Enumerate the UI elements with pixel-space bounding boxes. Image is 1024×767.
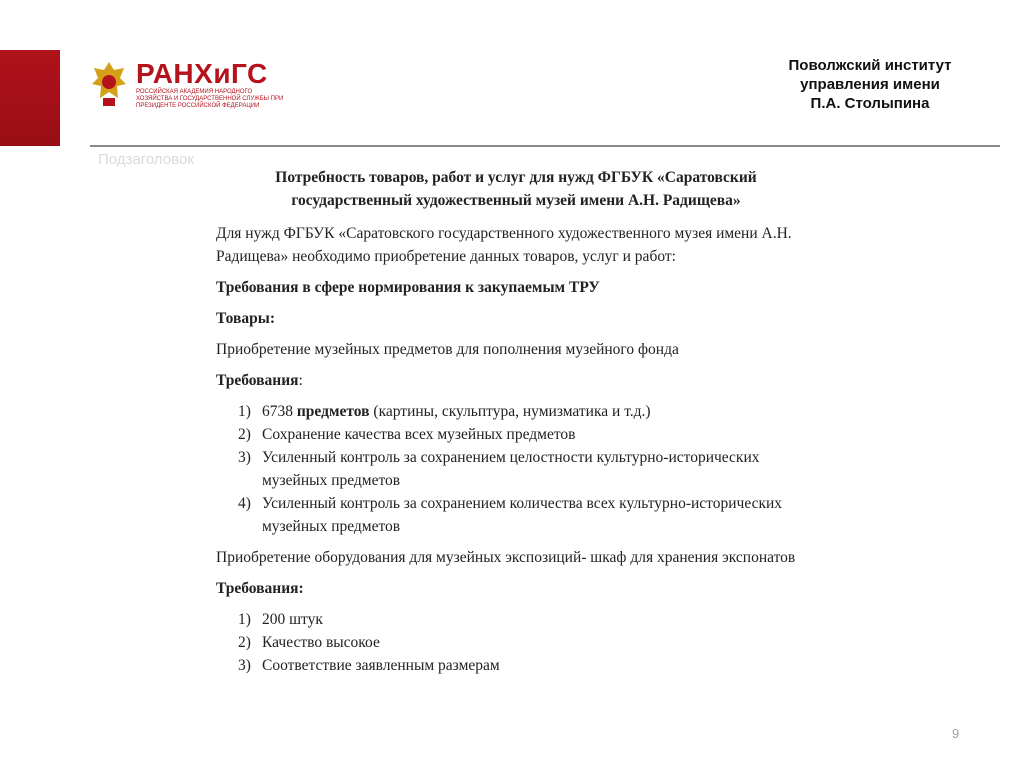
requirements-heading-1: Требования: <box>216 372 303 389</box>
page-number: 9 <box>952 726 960 741</box>
list-item: 4) Усиленный контроль за сохранением количества всех культурно-исторических музейных предметов <box>238 495 783 535</box>
list-item: 1) 6738 предметов (картины, скульптура, нумизматика и т.д.) <box>238 403 651 420</box>
list-item: 2) Сохранение качества всех музейных предметов <box>238 426 576 443</box>
requirements-list-1 <box>216 400 816 538</box>
institute-name: Поволжский институт управления имени П.А. Столыпина <box>788 57 952 112</box>
document-title: Потребность товаров, работ и услуг для нужд ФГБУК «Саратовский государственный художественный музей имени А.Н. Радищева» <box>275 169 757 209</box>
logo-subtitle: РОССИЙСКАЯ АКАДЕМИЯ НАРОДНОГО ХОЗЯЙСТВА И ГОСУДАРСТВЕННОЙ СЛУЖБЫ ПРИ ПРЕЗИДЕНТЕ РОССИЙСКОЙ ФЕДЕРАЦИИ <box>136 88 284 109</box>
intro-paragraph: Для нужд ФГБУК «Саратовского государственного художественного музея имени А.Н. Радищева» необходимо приобретение данных товаров, услуг и работ: <box>216 225 792 265</box>
list-item: 2) Качество высокое <box>238 634 380 651</box>
item-museum-objects: Приобретение музейных предметов для пополнения музейного фонда <box>216 341 679 358</box>
list-item: 1) 200 штук <box>238 611 323 628</box>
norm-heading: Требования в сфере нормирования к закупаемым ТРУ <box>216 279 600 296</box>
list-item: 3) Усиленный контроль за сохранением целостности культурно-исторических музейных предметов <box>238 449 760 489</box>
requirements-heading-2: Требования: <box>216 580 304 597</box>
logo-title: РАНХиГС <box>136 57 268 89</box>
logo <box>90 58 288 110</box>
subtitle-placeholder: Подзаголовок <box>98 151 194 168</box>
goods-heading: Товары: <box>216 310 276 327</box>
eagle-emblem-icon <box>90 58 128 110</box>
requirements-list-2 <box>216 608 816 677</box>
item-equipment: Приобретение оборудования для музейных экспозиций- шкаф для хранения экспонатов <box>216 549 796 566</box>
list-item: 3) Соответствие заявленным размерам <box>238 657 500 674</box>
accent-bar <box>0 50 60 146</box>
document-body <box>216 166 816 685</box>
header-divider <box>90 145 1000 147</box>
